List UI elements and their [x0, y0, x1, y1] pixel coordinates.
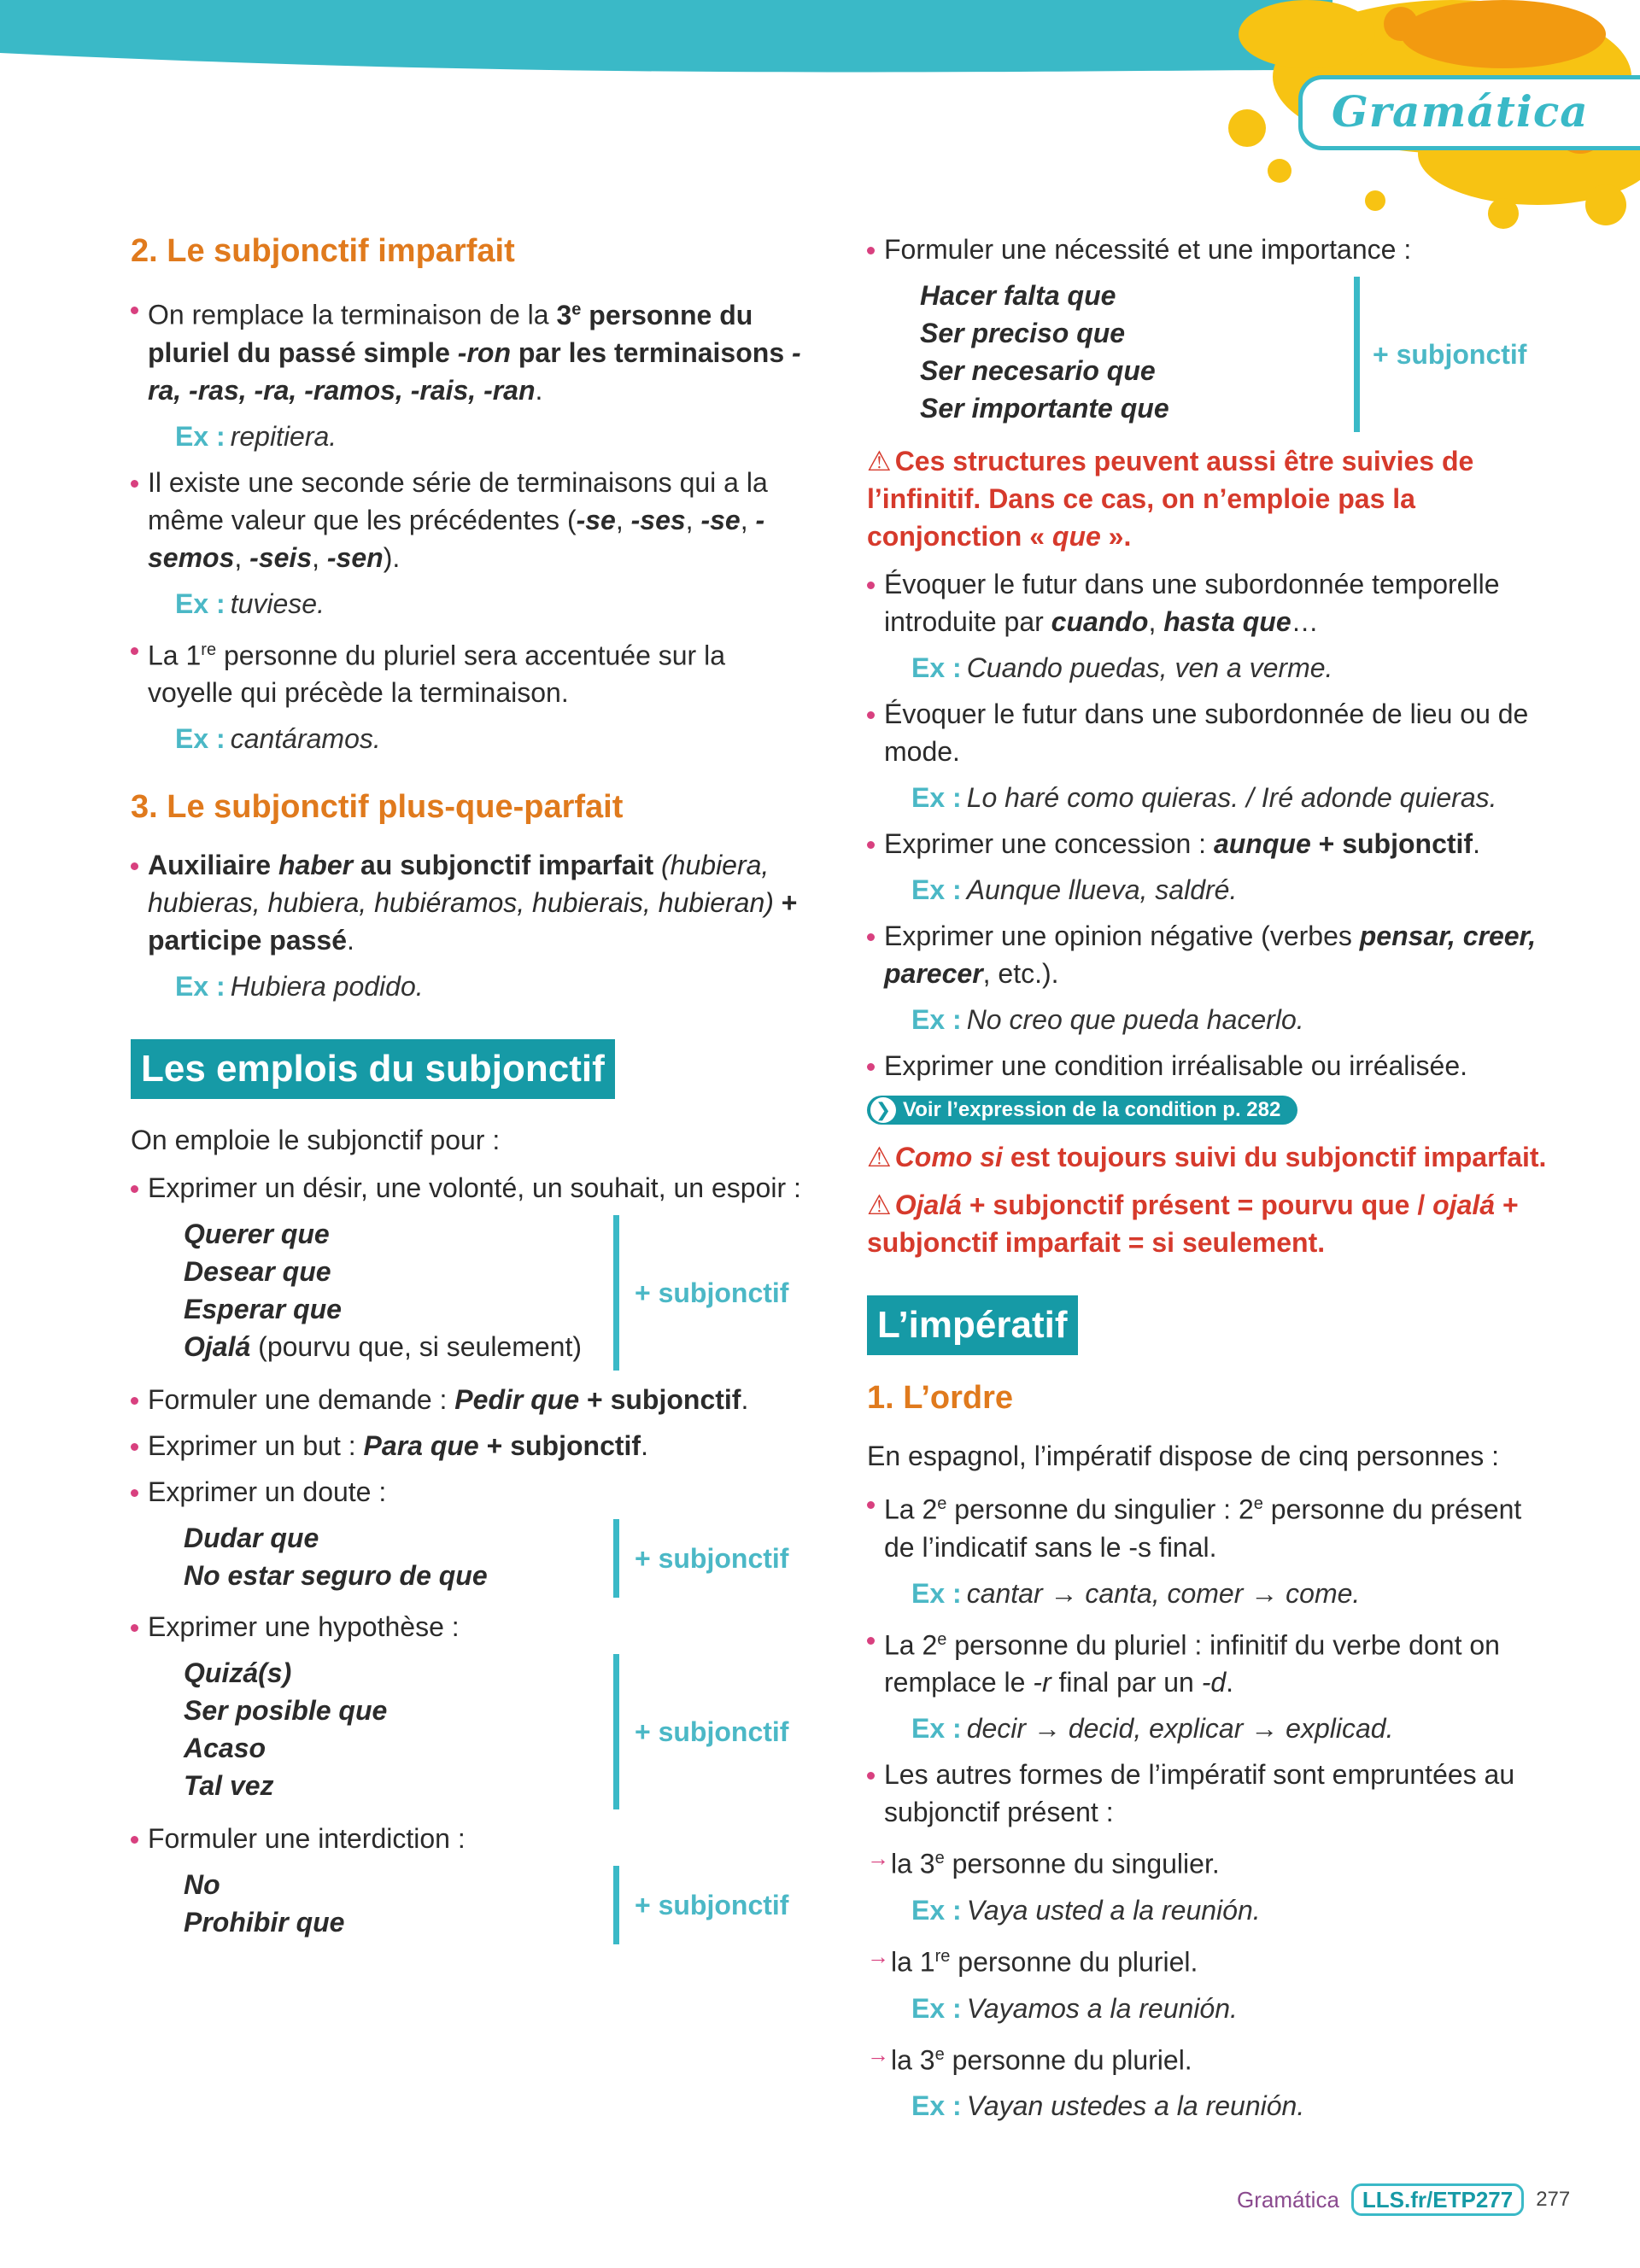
structure-item: Desear que — [184, 1256, 331, 1288]
plus-subjonctif-label: + subjonctif — [635, 1890, 789, 1921]
bullet-plus-que-parfait: Auxiliaire haber au subjonctif imparfait (hubiera, hubieras, hubiera, hubiéramos, hubierais, hubieran) + participe passé. — [131, 846, 805, 959]
structure-item: Acaso — [184, 1733, 266, 1764]
structure-item: Ser necesario que — [920, 355, 1156, 386]
section-tab-label: Gramática — [1332, 86, 1589, 137]
section-title-imparfait: 2. Le subjonctif imparfait — [131, 233, 515, 269]
arrow-item: → la 3e personne du singulier. — [867, 1839, 1550, 1883]
section-title-plus-que-parfait: 3. Le subjonctif plus-que-parfait — [131, 789, 624, 826]
teal-header-band — [0, 0, 1332, 73]
banner-imperatif: L’impératif — [867, 1295, 1078, 1355]
bullet-imperatif-3: Les autres formes de l’impératif sont empruntées au subjonctif présent : — [867, 1756, 1550, 1831]
page-number: 277 — [1536, 2188, 1571, 2211]
structure-item: Ser posible que — [184, 1695, 388, 1727]
bullet-doute: Exprimer un doute : — [131, 1473, 805, 1511]
bullet-desir: Exprimer un désir, une volonté, un souhait, un espoir : — [131, 1169, 805, 1207]
structure-item: Quizá(s) — [184, 1657, 292, 1689]
footer-section-name: Gramática — [1237, 2187, 1339, 2212]
example: Ex : Hubiera podido. — [175, 971, 424, 1002]
section-tab — [1298, 75, 1640, 150]
imperatif-intro: En espagnol, l’impératif dispose de cinq personnes : — [867, 1441, 1499, 1471]
example: Ex : cantar → canta, comer → come. — [911, 1577, 1361, 1609]
bullet-imparfait-2: Il existe une seconde série de terminaisons qui a la même valeur que les précédentes (-se, -ses, -se, -semos, -seis, -sen). — [131, 464, 805, 576]
example: Ex : Vaya usted a la reunión. — [911, 1894, 1261, 1926]
page-footer — [1237, 2183, 1570, 2217]
structure-item: Hacer falta que — [920, 280, 1116, 311]
structure-item: Ojalá (pourvu que, si seulement) — [184, 1331, 583, 1363]
structure-interdiction — [131, 1866, 805, 1944]
structure-necessite — [867, 277, 1550, 432]
condition-link[interactable]: ❯ Voir l’expression de la condition p. 282 — [867, 1096, 1297, 1125]
bullet-imperatif-1: La 2e personne du singulier : 2e personne du présent de l’indicatif sans le -s final. — [867, 1485, 1550, 1566]
example: Ex : Cuando puedas, ven a verme. — [911, 652, 1333, 683]
structure-item: No estar seguro de que — [184, 1560, 488, 1592]
warning-como-si: ⚠ Como si est toujours suivi du subjonctif imparfait. — [867, 1138, 1550, 1176]
structure-hypothese — [131, 1654, 805, 1809]
structure-desir — [131, 1215, 805, 1371]
structure-item: Querer que — [184, 1219, 330, 1250]
example: Ex : tuviese. — [175, 587, 325, 619]
structure-bar — [613, 1215, 619, 1371]
bullet-but: Exprimer un but : Para que + subjonctif. — [131, 1427, 805, 1464]
bullet-opinion: Exprimer une opinion négative (verbes pensar, creer, parecer, etc.). — [867, 917, 1550, 992]
example: Ex : Vayan ustedes a la reunión. — [911, 2090, 1305, 2122]
bullet-imparfait-3: La 1re personne du pluriel sera accentuée sur la voyelle qui précède la terminaison. — [131, 631, 805, 712]
plus-subjonctif-label: + subjonctif — [635, 1277, 789, 1309]
example: Ex : Lo haré como quieras. / Iré adonde quieras. — [911, 782, 1497, 813]
example: Ex : cantáramos. — [175, 723, 381, 755]
plus-subjonctif-label: + subjonctif — [1373, 339, 1527, 370]
emplois-intro: On emploie le subjonctif pour : — [131, 1125, 501, 1156]
example: Ex : Vayamos a la reunión. — [911, 1992, 1238, 2024]
structure-item: Esperar que — [184, 1294, 342, 1325]
footer-link-code[interactable]: LLS.fr/ETP277 — [1351, 2183, 1524, 2216]
warning-icon: ⚠ — [867, 446, 892, 476]
bullet-necessite: Formuler une nécessité et une importance : — [867, 231, 1550, 268]
bullet-futur-temporelle: Évoquer le futur dans une subordonnée temporelle introduite par cuando, hasta que… — [867, 565, 1550, 640]
structure-doute — [131, 1519, 805, 1598]
structure-item: Prohibir que — [184, 1907, 345, 1938]
structure-item: Tal vez — [184, 1770, 274, 1802]
bullet-imperatif-2: La 2e personne du pluriel : infinitif du verbe dont on remplace le -r final par un -d. — [867, 1621, 1550, 1702]
banner-emplois-subjonctif: Les emplois du subjonctif — [131, 1039, 615, 1099]
example: Ex : Aunque llueva, saldré. — [911, 874, 1238, 905]
bullet-interdiction: Formuler une interdiction : — [131, 1820, 805, 1857]
structure-item: Ser preciso que — [920, 318, 1126, 348]
section-title-ordre: 1. L’ordre — [867, 1380, 1014, 1416]
bullet-imparfait-1: On remplace la terminaison de la 3e personne du pluriel du passé simple -ron par les terminaisons -ra, -ras, -ra, -ramos, -rais, -ran. — [131, 290, 805, 409]
warning-icon: ⚠ — [867, 1142, 892, 1172]
right-column — [867, 231, 1550, 2133]
bullet-hypothese: Exprimer une hypothèse : — [131, 1608, 805, 1645]
bullet-condition: Exprimer une condition irréalisable ou irréalisée. — [867, 1047, 1550, 1084]
warning-ojala: ⚠ Ojalá + subjonctif présent = pourvu que / ojalá + subjonctif imparfait = si seulement. — [867, 1186, 1550, 1261]
warning-icon: ⚠ — [867, 1190, 892, 1220]
structure-bar — [613, 1519, 619, 1598]
example: Ex : No creo que pueda hacerlo. — [911, 1004, 1304, 1035]
arrow-item: → la 1re personne du pluriel. — [867, 1938, 1550, 1981]
bullet-concession: Exprimer une concession : aunque + subjonctif. — [867, 825, 1550, 862]
plus-subjonctif-label: + subjonctif — [635, 1716, 789, 1748]
structure-item: No — [184, 1869, 220, 1901]
warning-infinitif: ⚠ Ces structures peuvent aussi être suivies de l’infinitif. Dans ce cas, on n’emploie pas la conjonction « que ». — [867, 442, 1550, 555]
example: Ex : repitiera. — [175, 420, 337, 452]
example: Ex : decir → decid, explicar → explicad. — [911, 1713, 1394, 1745]
structure-bar — [1354, 277, 1360, 432]
plus-subjonctif-label: + subjonctif — [635, 1543, 789, 1575]
arrow-item: → la 3e personne du pluriel. — [867, 2036, 1550, 2079]
structure-item: Dudar que — [184, 1523, 319, 1554]
structure-item: Ser importante que — [920, 393, 1169, 424]
bullet-demande: Formuler une demande : Pedir que + subjonctif. — [131, 1381, 805, 1418]
bullet-futur-lieu: Évoquer le futur dans une subordonnée de lieu ou de mode. — [867, 695, 1550, 770]
structure-bar — [613, 1866, 619, 1944]
structure-bar — [613, 1654, 619, 1809]
chevron-right-icon: ❯ — [870, 1097, 896, 1123]
left-column — [131, 231, 805, 1955]
